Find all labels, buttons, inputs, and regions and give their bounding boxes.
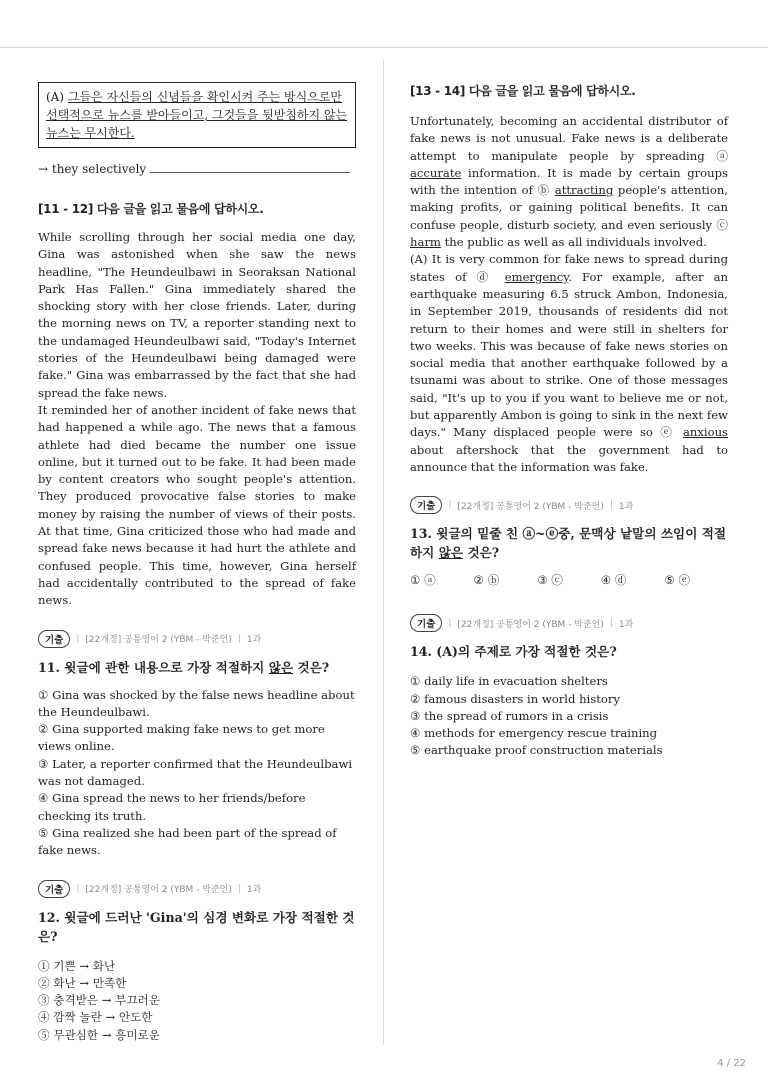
- question-source-line: 기출 | [22개정] 공통영어 2 (YBM - 박준언) | 1과: [38, 630, 356, 648]
- source-text: [22개정] 공통영어 2 (YBM - 박준언): [85, 885, 232, 895]
- choice-item[interactable]: ③ Later, a reporter confirmed that the Heundeulbawi was not damaged.: [38, 756, 353, 789]
- choice-item[interactable]: ① ⓐ: [410, 573, 436, 588]
- choice-item[interactable]: ③ ⓒ: [537, 573, 563, 588]
- choice-item[interactable]: ① daily life in evacuation shelters: [410, 674, 608, 689]
- question-source-line: 기출 | [22개정] 공통영어 2 (YBM - 박준언) | 1과: [38, 880, 356, 898]
- past-exam-badge: 기출: [410, 496, 442, 514]
- choice-item[interactable]: ② ⓑ: [473, 573, 500, 588]
- lesson-text: 1과: [246, 885, 262, 895]
- choice-item[interactable]: ③ 충격받은 → 부끄러운: [38, 993, 160, 1008]
- lesson-text: 1과: [618, 501, 634, 512]
- question-12-title: 12. 윗글에 드러난 'Gina'의 심경 변화로 가장 적절한 것은?: [38, 909, 355, 944]
- choice-item[interactable]: ⑤ earthquake proof construction materials: [410, 743, 663, 758]
- passage-13-14: [410, 113, 728, 476]
- underlined-word-e: anxious: [682, 425, 728, 440]
- choice-item[interactable]: ② famous disasters in world history: [410, 691, 620, 706]
- left-column: [38, 82, 356, 1044]
- question-source-line: 기출 | [22개정] 공통영어 2 (YBM - 박준언) | 1과: [410, 614, 728, 632]
- question-13-title: 13. 윗글의 밑줄 친 ⓐ~ⓔ중, 문맥상 낱말의 쓰임이 적절하지 않은 것은?: [410, 526, 727, 561]
- mark-b: ⓑ: [537, 183, 551, 198]
- box-label: (A): [46, 90, 65, 104]
- mark-a: ⓐ: [716, 148, 728, 163]
- passage-11-12: [38, 229, 356, 610]
- underlined-word-d: emergency: [504, 269, 569, 284]
- question-12-choices: [38, 958, 356, 1044]
- question-source-line: 기출 | [22개정] 공통영어 2 (YBM - 박준언) | 1과: [410, 496, 728, 514]
- choice-item[interactable]: ② Gina supported making fake news to get more views online.: [38, 722, 325, 754]
- question-13-choices: [410, 572, 728, 588]
- answer-blank[interactable]: [150, 162, 350, 173]
- fill-in-line: [38, 162, 356, 176]
- mark-c: ⓒ: [716, 217, 728, 232]
- choice-item[interactable]: ① 기쁜 → 화난: [38, 958, 116, 973]
- choice-item[interactable]: ② 화난 → 만족한: [38, 975, 127, 990]
- underlined-word-c: harm: [410, 235, 441, 250]
- lesson-text: 1과: [618, 619, 634, 630]
- underlined-word-b: attracting: [554, 183, 614, 198]
- choice-item[interactable]: ① Gina was shocked by the false news headline about the Heundeulbawi.: [38, 687, 355, 719]
- choice-item[interactable]: ④ ⓓ: [600, 573, 627, 588]
- section-heading-11-12: [11 - 12] 다음 글을 읽고 물음에 답하시오.: [38, 202, 264, 216]
- source-text: [22개정] 공통영어 2 (YBM - 박준언): [457, 619, 604, 630]
- fill-prefix: → they selectively: [38, 162, 147, 176]
- choice-item[interactable]: ⑤ Gina realized she had been part of the spread of fake news.: [38, 825, 337, 858]
- column-divider: [383, 60, 384, 1045]
- section-heading-13-14: [13 - 14] 다음 글을 읽고 물음에 답하시오.: [410, 84, 636, 98]
- past-exam-badge: 기출: [410, 614, 442, 632]
- question-11-title: 11. 윗글에 관한 내용으로 가장 적절하지 않은 것은?: [38, 659, 330, 675]
- source-text: [22개정] 공통영어 2 (YBM - 박준언): [85, 635, 232, 646]
- past-exam-badge: 기출: [38, 630, 70, 648]
- mark-d: ⓓ: [476, 269, 495, 284]
- box-text: 그들은 자신들의 신념들을 확인시켜 주는 방식으로만 선택적으로 뉴스를 받아들이고, 그것들을 뒷받침하지 않는 뉴스는 무시한다.: [46, 90, 348, 140]
- question-14-choices: [410, 673, 728, 759]
- page-number: 4 / 22: [717, 1058, 746, 1069]
- passage-paragraph: (A) It is very common for fake news to spread during states of ⓓ emergency. For example, after an earthquake measuring 6.5 struck Ambon, Indonesia, in September 2019, thousands of residents did not return to their homes and were still in shelters for two weeks. This was because of fake news stories on social media that another earthquake followed by a tsunami was about to strike. One of those messages said, "It's up to you if you want to believe me or not, but apparently Ambon is going to sink in the next few days." Many displaced people were so ⓔ anxious about aftershock that the government had to announce that the information was fake.: [410, 252, 728, 474]
- source-text: [22개정] 공통영어 2 (YBM - 박준언): [457, 501, 604, 512]
- underlined-word-a: accurate: [410, 165, 462, 180]
- choice-item[interactable]: ⑤ 무관심한 → 흥미로운: [38, 1027, 160, 1042]
- choice-item[interactable]: ⑤ ⓔ: [664, 573, 691, 588]
- choice-item[interactable]: ④ Gina spread the news to her friends/before checking its truth.: [38, 791, 306, 823]
- choice-item[interactable]: ④ methods for emergency rescue training: [410, 726, 658, 741]
- question-14-title: 14. (A)의 주제로 가장 적절한 것은?: [410, 644, 617, 660]
- summary-box: [38, 82, 356, 148]
- passage-paragraph: It reminded her of another incident of fake news that had happened a while ago. The news that a famous athlete had died became the number one issue online, but it turned out to be fake. It had been made by content creators who sought people's attention. They produced provocative false stories to make money by raising the number of views of their posts. At that time, Gina criticized those who had made and spread fake news because it had hurt the athlete and confused people. This time, however, Gina herself had accidentally contributed to the spread of fake news.: [38, 402, 356, 608]
- header-rule: [0, 47, 768, 48]
- past-exam-badge: 기출: [38, 880, 70, 898]
- choice-item[interactable]: ④ 깜짝 놀란 → 안도한: [38, 1010, 153, 1025]
- passage-paragraph: Unfortunately, becoming an accidental distributor of fake news is not unusual. Fake news is a deliberate attempt to manipulate people by spreading ⓐ accurate information. It is made by certain groups with the intention of ⓑ attracting people's attention, making profits, or gaining political benefits. It can confuse people, disturb society, and even seriously ⓒ harm the public as well as all individuals involved.: [410, 114, 728, 250]
- question-11-choices: [38, 687, 356, 860]
- right-column: [410, 82, 728, 760]
- lesson-text: 1과: [246, 635, 262, 646]
- passage-paragraph: While scrolling through her social media one day, Gina was astonished when she saw the news headline, "The Heundeulbawi in Seoraksan National Park Has Fallen." Gina immediately shared the shocking story with her close friends. Later, during the morning news on TV, a reporter standing next to the undamaged Heundeulbawi said, "Today's Internet stories of the Heundeulbawi being damaged were fake." Gina was embarrassed by the fact that she had spread the fake news.: [38, 230, 356, 400]
- choice-item[interactable]: ③ the spread of rumors in a crisis: [410, 708, 609, 723]
- mark-e: ⓔ: [660, 425, 676, 440]
